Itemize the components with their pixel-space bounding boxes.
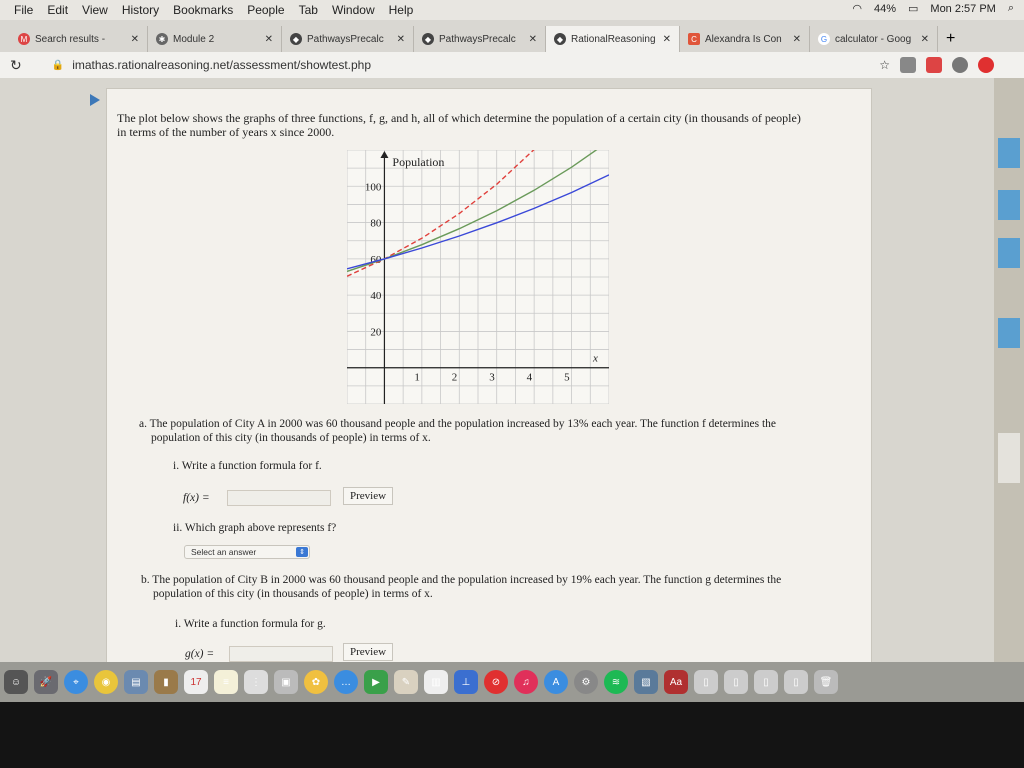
desktop-file-icon[interactable] <box>998 190 1020 220</box>
finder-icon[interactable]: ☺ <box>4 670 28 694</box>
preview-button-f[interactable]: Preview <box>343 487 393 505</box>
assessment-page <box>106 88 872 663</box>
graph-select-dropdown[interactable] <box>184 545 310 559</box>
part-a-i: i. Write a function formula for f. <box>173 460 322 472</box>
pathways-icon: ◆ <box>554 33 566 45</box>
numbers-icon[interactable]: ▥ <box>424 670 448 694</box>
part-a-text <box>139 417 849 445</box>
tab-search-results[interactable] <box>10 26 148 52</box>
contacts-icon[interactable]: ▮ <box>154 670 178 694</box>
g-label: g(x) = <box>185 648 215 660</box>
tab-calculator[interactable] <box>810 26 938 52</box>
part-b-i: i. Write a function formula for g. <box>175 618 326 630</box>
close-icon[interactable]: ✕ <box>662 33 671 45</box>
canvas-icon: ✱ <box>156 33 168 45</box>
wifi-icon[interactable]: ◠ <box>852 3 862 15</box>
population-graph <box>347 150 609 404</box>
g-formula-input[interactable] <box>229 646 333 662</box>
desktop-file-icon[interactable] <box>998 138 1020 168</box>
spotify-icon[interactable]: ≋ <box>604 670 628 694</box>
extension-icon[interactable] <box>926 57 942 73</box>
tab-label: Alexandra Is Con <box>705 33 782 45</box>
y-tick-label: 40 <box>370 290 382 303</box>
url-field[interactable]: imathas.rationalreasoning.net/assessment/showtest.php <box>72 58 372 72</box>
chrome-icon[interactable]: ◉ <box>94 670 118 694</box>
image-capture-icon[interactable]: ▧ <box>634 670 658 694</box>
y-tick-label: 20 <box>370 326 382 339</box>
photo-booth-icon[interactable]: ▣ <box>274 670 298 694</box>
x-tick-label: 3 <box>489 371 495 384</box>
tab-rational-reasoning[interactable] <box>546 26 680 52</box>
photos-icon[interactable]: ✿ <box>304 670 328 694</box>
x-axis-label: x <box>593 352 598 365</box>
mac-dock <box>0 662 1024 702</box>
trash-icon[interactable]: 🗑 <box>814 670 838 694</box>
tab-alexandra[interactable] <box>680 26 810 52</box>
pathways-icon: ◆ <box>290 33 302 45</box>
menu-history[interactable]: History <box>121 3 160 17</box>
no-entry-icon[interactable]: ⊘ <box>484 670 508 694</box>
part-b-line: b. The population of City B in 2000 was 60 thousand people and the population increased by 19% each year. The function g determines the <box>141 574 782 586</box>
menu-view[interactable]: View <box>82 3 108 17</box>
keynote-icon[interactable]: ⊥ <box>454 670 478 694</box>
notes-icon[interactable]: ≡ <box>214 670 238 694</box>
menu-file[interactable]: File <box>14 3 34 17</box>
system-preferences-icon[interactable]: ⚙ <box>574 670 598 694</box>
desktop-file-icon[interactable] <box>998 238 1020 268</box>
tab-label: calculator - Goog <box>835 33 912 45</box>
f-label: f(x) = <box>183 492 210 504</box>
menu-bookmarks[interactable]: Bookmarks <box>173 3 234 17</box>
lock-icon: 🔒 <box>51 59 65 71</box>
tab-pathways-2[interactable] <box>414 26 546 52</box>
menu-people[interactable]: People <box>247 3 285 17</box>
mac-menubar <box>0 0 1024 20</box>
close-icon[interactable]: ✕ <box>130 33 139 45</box>
chevron-updown-icon: ⇕ <box>296 547 308 557</box>
y-tick-label: 60 <box>370 253 382 266</box>
part-a-line: population of this city (in thousands of people) in terms of x. <box>151 432 431 444</box>
star-icon[interactable]: ☆ <box>879 58 890 72</box>
close-icon[interactable]: ✕ <box>528 33 537 45</box>
document-icon[interactable]: ▯ <box>694 670 718 694</box>
calendar-icon[interactable]: 17 <box>184 670 208 694</box>
app-store-icon[interactable]: A <box>544 670 568 694</box>
tab-pathways-1[interactable] <box>282 26 414 52</box>
tab-bar <box>0 20 1024 52</box>
f-formula-input[interactable] <box>227 490 331 506</box>
menu-window[interactable]: Window <box>331 3 375 17</box>
document-icon[interactable]: ▯ <box>784 670 808 694</box>
menu-tab[interactable]: Tab <box>298 3 318 17</box>
close-icon[interactable]: ✕ <box>264 33 273 45</box>
extension-icon[interactable] <box>978 57 994 73</box>
desktop-file-icon[interactable] <box>998 433 1020 483</box>
battery-icon[interactable]: ▭ <box>908 3 919 15</box>
screen-bezel <box>0 702 1024 768</box>
address-bar <box>0 52 1024 78</box>
part-b-line: population of this city (in thousands of people) in terms of x. <box>153 588 433 600</box>
facetime-icon[interactable]: ▶ <box>364 670 388 694</box>
menu-edit[interactable]: Edit <box>47 3 69 17</box>
intro-line: in terms of the number of years x since 2000. <box>117 125 335 139</box>
tab-label: Module 2 <box>173 33 215 45</box>
close-icon[interactable]: ✕ <box>920 33 929 45</box>
tab-label: Search results - <box>35 33 106 45</box>
spotlight-icon[interactable]: ⌕ <box>1007 2 1014 14</box>
part-a-ii: ii. Which graph above represents f? <box>173 522 337 534</box>
desktop-edge <box>994 78 1024 662</box>
close-icon[interactable]: ✕ <box>396 33 405 45</box>
google-icon: G <box>818 33 830 45</box>
chegg-icon: C <box>688 33 700 45</box>
itunes-icon[interactable]: ♫ <box>514 670 538 694</box>
part-a-line: a. The population of City A in 2000 was 60 thousand people and the population increased by 13% each year. The function f determines the <box>139 418 777 430</box>
clock[interactable]: Mon 2:57 PM <box>930 2 996 15</box>
preview-button-g[interactable]: Preview <box>343 643 393 661</box>
launchpad-icon[interactable]: 🚀 <box>34 670 58 694</box>
dictionary-icon[interactable]: Aa <box>664 670 688 694</box>
reminders-icon[interactable]: ⋮ <box>244 670 268 694</box>
x-tick-label: 1 <box>414 371 420 384</box>
part-b-text <box>141 573 851 601</box>
sketch-icon[interactable]: ✎ <box>394 670 418 694</box>
extension-icon[interactable] <box>900 57 916 73</box>
intro-line: The plot below shows the graphs of three functions, f, g, and h, all of which determine the population of a certain city (in thousands of people) <box>117 111 801 125</box>
document-icon[interactable]: ▯ <box>724 670 748 694</box>
menu-help[interactable]: Help <box>388 3 414 17</box>
tab-label: RationalReasoning <box>571 33 656 45</box>
tab-label: PathwaysPrecalc <box>307 33 384 45</box>
tab-module-2[interactable] <box>148 26 282 52</box>
gmail-icon: M <box>18 33 30 45</box>
close-icon[interactable]: ✕ <box>792 33 801 45</box>
select-value: Select an answer <box>191 547 257 557</box>
x-tick-label: 5 <box>564 371 570 384</box>
x-tick-label: 4 <box>526 371 533 384</box>
profile-icon[interactable] <box>952 57 968 73</box>
safari-icon[interactable]: ⌖ <box>64 670 88 694</box>
document-icon[interactable]: ▯ <box>754 670 778 694</box>
pathways-icon: ◆ <box>422 33 434 45</box>
reload-icon[interactable]: ↻ <box>10 56 22 73</box>
y-axis-label: Population <box>392 155 445 169</box>
y-tick-label: 100 <box>364 181 382 194</box>
battery-level[interactable]: 44% <box>873 2 896 15</box>
y-tick-label: 80 <box>370 217 382 230</box>
tab-label: PathwaysPrecalc <box>439 33 516 45</box>
preview-app-icon[interactable]: ▤ <box>124 670 148 694</box>
problem-intro <box>117 111 847 139</box>
extensions <box>879 57 994 73</box>
new-tab-icon[interactable]: + <box>946 30 956 47</box>
play-icon[interactable] <box>90 94 100 106</box>
desktop-file-icon[interactable] <box>998 318 1020 348</box>
messages-icon[interactable]: … <box>334 670 358 694</box>
x-tick-label: 2 <box>451 371 458 384</box>
browser-viewport <box>0 78 1024 662</box>
